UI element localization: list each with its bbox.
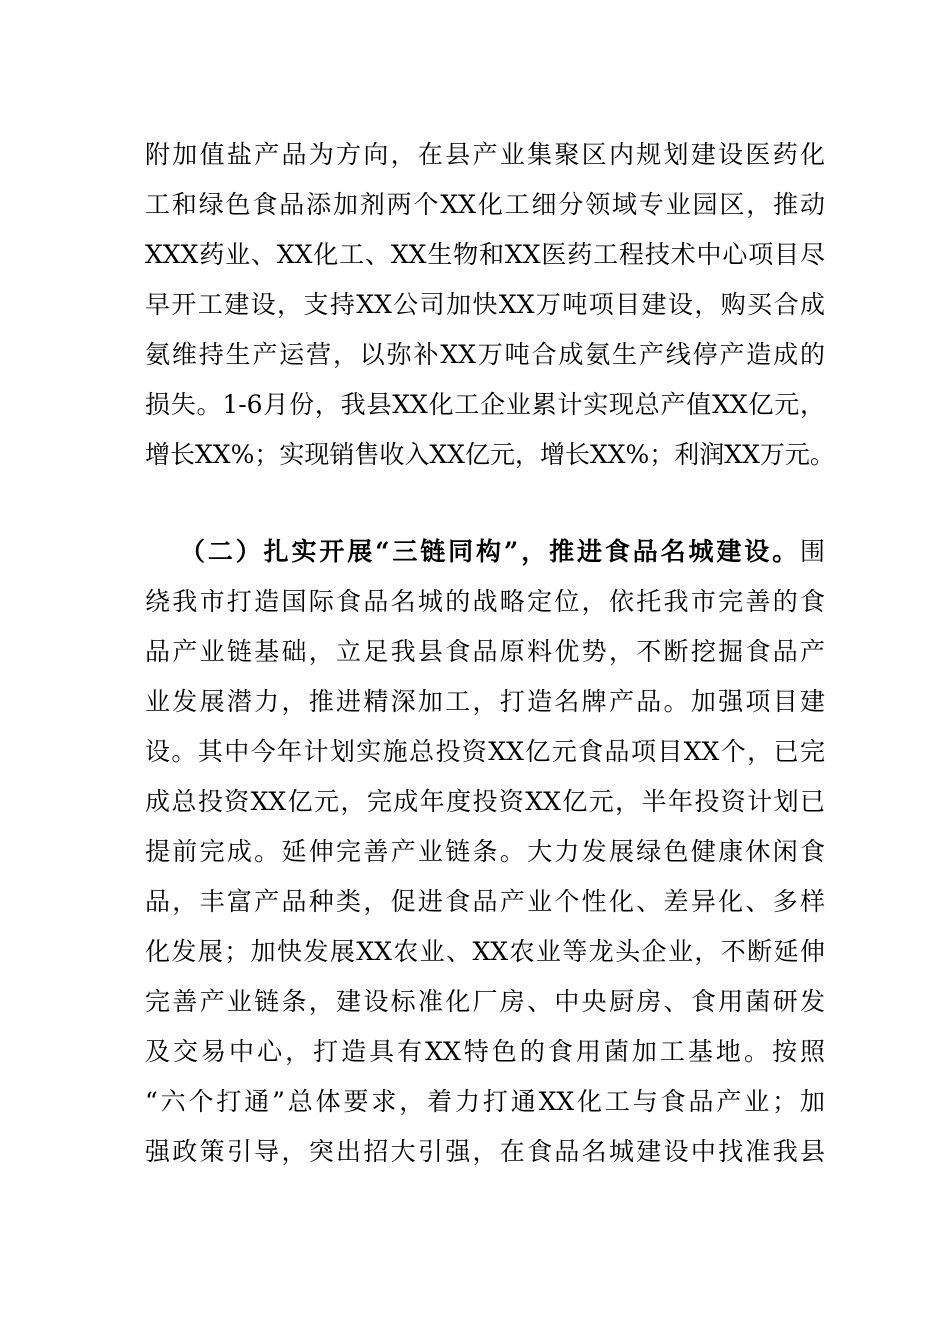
paragraph-line: 化发展；加快发展XX农业、XX农业等龙头企业，不断延伸 <box>145 937 825 966</box>
paragraph-line: 设。其中今年计划实施总投资XX亿元食品项目XX个，已完 <box>145 737 825 766</box>
paragraph-line: 增长XX%；实现销售收入XX亿元，增长XX%；利润XX万元。 <box>145 440 835 469</box>
paragraph-line: 及交易中心，打造具有XX特色的食用菌加工基地。按照 <box>145 1037 825 1066</box>
paragraph-line: 绕我市打造国际食品名城的战略定位，依托我市完善的食 <box>145 587 825 616</box>
section-heading-line <box>180 537 825 567</box>
paragraph-line: 附加值盐产品为方向，在县产业集聚区内规划建设医药化 <box>145 140 825 169</box>
paragraph-line: 完善产业链条，建设标准化厂房、中央厨房、食用菌研发 <box>145 987 825 1016</box>
paragraph-line: 品产业链基础，立足我县食品原料优势，不断挖掘食品产 <box>145 637 825 666</box>
paragraph-line: 氨维持生产运营，以弥补XX万吨合成氨生产线停产造成的 <box>145 340 825 369</box>
paragraph-line: 业发展潜力，推进精深加工，打造名牌产品。加强项目建 <box>145 687 825 716</box>
section-heading: （二）扎实开展“三链同构”，推进食品名城建设。 <box>180 537 800 566</box>
paragraph-line: 提前完成。延伸完善产业链条。大力发展绿色健康休闲食 <box>145 837 825 866</box>
paragraph-line: “六个打通”总体要求，着力打通XX化工与食品产业；加 <box>145 1087 825 1116</box>
paragraph-line: 品，丰富产品种类，促进食品产业个性化、差异化、多样 <box>145 887 825 916</box>
paragraph-line: 损失。1-6月份，我县XX化工企业累计实现总产值XX亿元， <box>145 390 825 419</box>
paragraph-line: 早开工建设，支持XX公司加快XX万吨项目建设，购买合成 <box>145 290 825 319</box>
paragraph-line: XXX药业、XX化工、XX生物和XX医药工程技术中心项目尽 <box>145 240 825 269</box>
paragraph-line: 强政策引导，突出招大引强，在食品名城建设中找准我县 <box>145 1137 825 1166</box>
paragraph-line: 工和绿色食品添加剂两个XX化工细分领域专业园区，推动 <box>145 190 825 219</box>
paragraph-line: 成总投资XX亿元，完成年度投资XX亿元，半年投资计划已 <box>145 787 825 816</box>
heading-line-rest: 围 <box>799 537 825 566</box>
